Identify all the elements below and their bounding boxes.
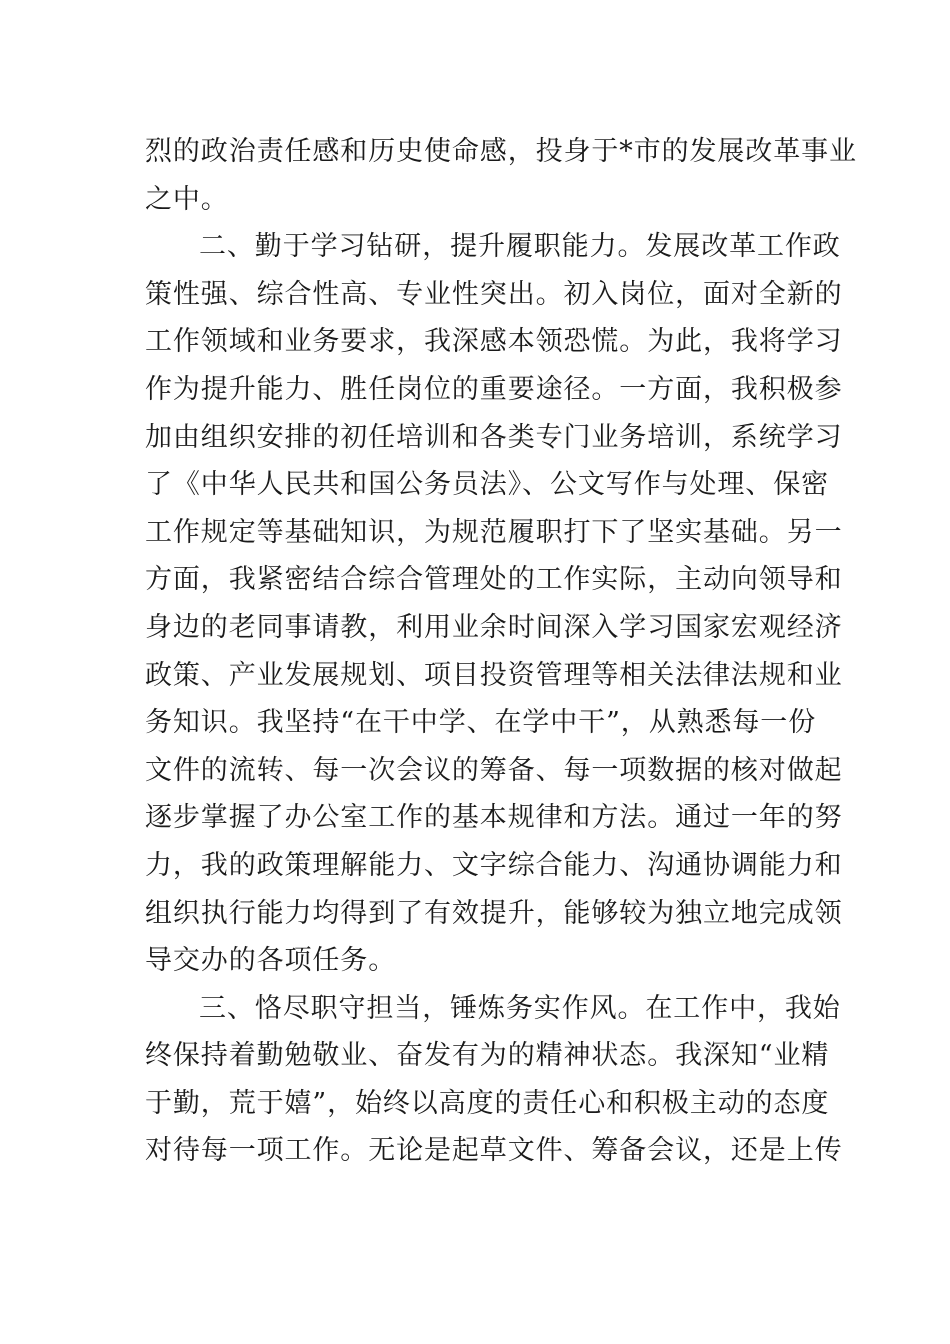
text-line: 文件的流转、每一次会议的筹备、每一项数据的核对做起 xyxy=(145,754,843,786)
text-line: 加由组织安排的初任培训和各类专门业务培训，系统学习 xyxy=(145,421,843,453)
text-line: 务知识。我坚持“在干中学、在学中干”，从熟悉每一份 xyxy=(145,707,817,739)
text-line: 组织执行能力均得到了有效提升，能够较为独立地完成领 xyxy=(145,897,843,929)
text-line: 导交办的各项任务。 xyxy=(145,945,397,977)
text-line: 方面，我紧密结合综合管理处的工作实际，主动向领导和 xyxy=(145,564,843,596)
text-line: 作为提升能力、胜任岗位的重要途径。一方面，我积极参 xyxy=(145,373,843,405)
document-body xyxy=(145,128,857,1175)
text-line: 工作规定等基础知识，为规范履职打下了坚实基础。另一 xyxy=(145,516,843,548)
text-line: 烈的政治责任感和历史使命感，投身于*市的发展改革事业 xyxy=(145,136,857,167)
text-line: 逐步掌握了办公室工作的基本规律和方法。通过一年的努 xyxy=(145,802,843,834)
text-line: 策性强、综合性高、专业性突出。初入岗位，面对全新的 xyxy=(145,278,843,310)
text-line: 了《中华人民共和国公务员法》、公文写作与处理、保密 xyxy=(145,469,829,501)
text-line: 之中。 xyxy=(145,183,229,215)
paragraph-heading-line: 三、恪尽职守担当，锤炼务实作风。在工作中，我始 xyxy=(199,992,841,1024)
text-line: 对待每一项工作。无论是起草文件、筹备会议，还是上传 xyxy=(145,1135,843,1167)
text-line: 工作领域和业务要求，我深感本领恐慌。为此，我将学习 xyxy=(145,326,843,358)
text-line: 终保持着勤勉敬业、奋发有为的精神状态。我深知“业精 xyxy=(145,1040,830,1072)
paragraph-heading-line: 二、勤于学习钻研，提升履职能力。发展改革工作政 xyxy=(199,231,841,263)
text-line: 于勤，荒于嬉”，始终以高度的责任心和积极主动的态度 xyxy=(145,1087,830,1119)
text-line: 力，我的政策理解能力、文字综合能力、沟通协调能力和 xyxy=(145,849,843,881)
text-line: 身边的老同事请教，利用业余时间深入学习国家宏观经济 xyxy=(145,611,843,643)
text-line: 政策、产业发展规划、项目投资管理等相关法律法规和业 xyxy=(145,659,843,691)
